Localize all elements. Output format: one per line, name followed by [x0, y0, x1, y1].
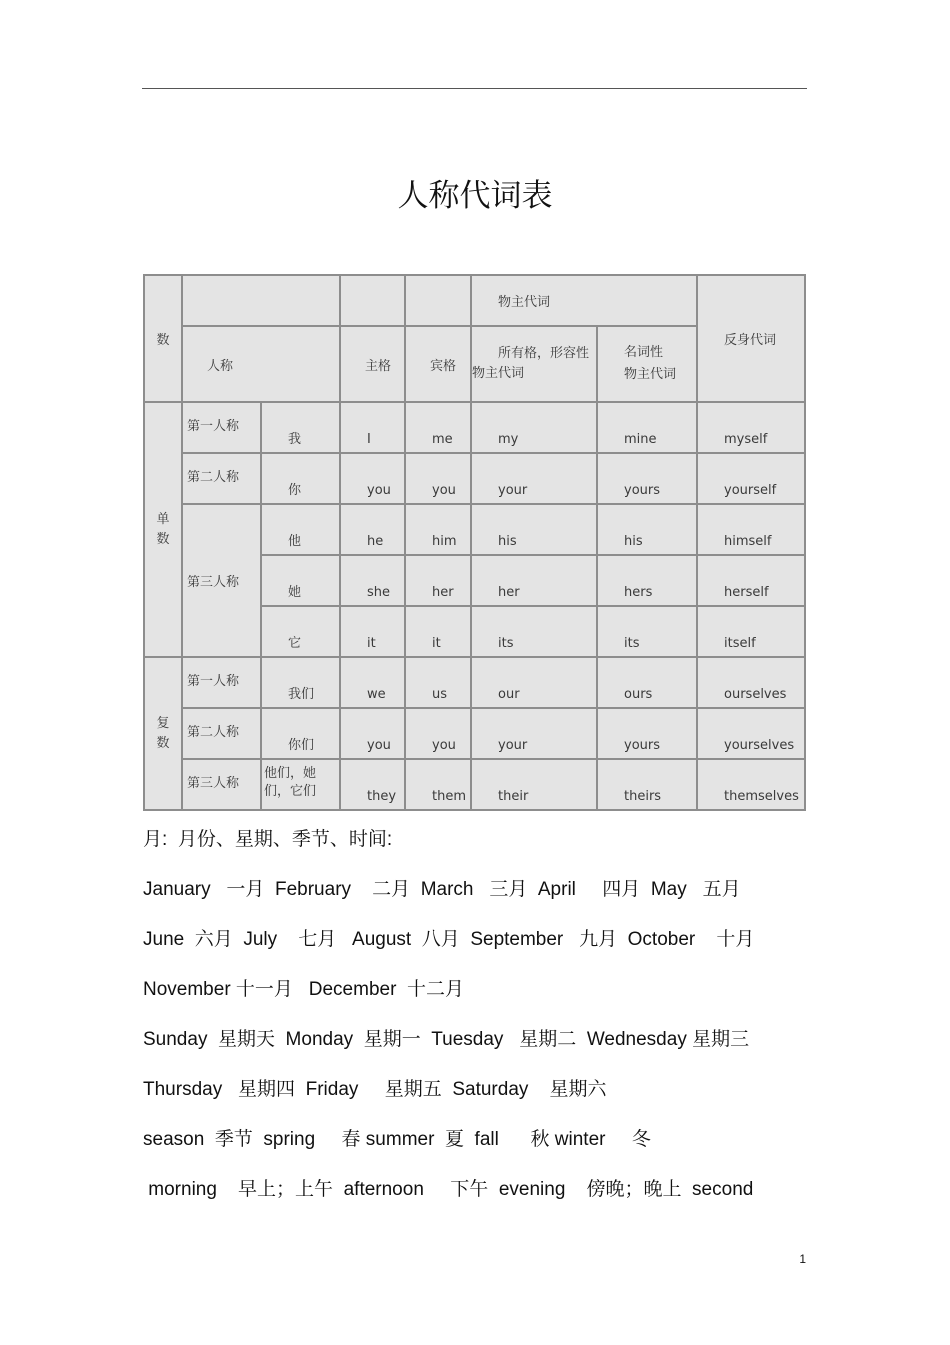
object-cell: him [405, 504, 471, 555]
reflexive-cell: ourselves [697, 657, 805, 708]
noun-possessive-cell: ours [597, 657, 697, 708]
pronoun-line: 们，它们 [264, 784, 317, 799]
singular-label [144, 402, 182, 657]
subject-cell: I [340, 402, 405, 453]
noun-possessive-cell: yours [597, 453, 697, 504]
reflexive-cell: itself [697, 606, 805, 657]
adj-possessive-cell: your [471, 453, 597, 504]
adj-possessive-cell: his [471, 504, 597, 555]
object-header: 宾格 [405, 326, 471, 402]
subject-cell: it [340, 606, 405, 657]
person-cell: 第一人称 [182, 657, 261, 708]
adj-possessive-cell: our [471, 657, 597, 708]
vocabulary-text [143, 826, 808, 1226]
pronoun-cell [261, 759, 340, 810]
pronoun-cell: 我们 [261, 657, 340, 708]
table-row [144, 453, 805, 504]
pronoun-cell: 她 [261, 555, 340, 606]
person-cell: 第二人称 [182, 453, 261, 504]
adj-possessive-header-line: 物主代词 [472, 366, 525, 381]
table-row [144, 657, 805, 708]
text-line: Sunday 星期天 Monday 星期一 Tuesday 星期二 Wednesday 星期三 [143, 1029, 750, 1050]
text-line: Thursday 星期四 Friday 星期五 Saturday 星期六 [143, 1079, 607, 1100]
text-line: season 季节 spring 春 summer 夏 fall 秋 winter 冬 [143, 1129, 651, 1150]
plural-label [144, 657, 182, 810]
reflexive-cell: myself [697, 402, 805, 453]
table-row [144, 759, 805, 810]
subject-cell: they [340, 759, 405, 810]
singular-char: 单 [156, 511, 170, 527]
person-cell: 第三人称 [182, 504, 261, 657]
noun-possessive-cell: hers [597, 555, 697, 606]
noun-possessive-header-line: 物主代词 [624, 367, 677, 382]
pronoun-table [143, 274, 806, 811]
subject-cell: he [340, 504, 405, 555]
reflexive-header: 反身代词 [697, 275, 805, 402]
text-line: 月: 月份、星期、季节、时间: [143, 829, 393, 850]
text-line: November 十一月 December 十二月 [143, 979, 464, 1000]
header-blank-cell [340, 275, 405, 326]
pronoun-cell: 你 [261, 453, 340, 504]
noun-possessive-header-line: 名词性 [624, 345, 664, 360]
table-row [144, 504, 805, 555]
pronoun-cell: 我 [261, 402, 340, 453]
noun-possessive-cell: yours [597, 708, 697, 759]
noun-possessive-cell: mine [597, 402, 697, 453]
pronoun-cell: 它 [261, 606, 340, 657]
header-rule [142, 88, 807, 89]
object-cell: it [405, 606, 471, 657]
reflexive-cell: yourself [697, 453, 805, 504]
noun-possessive-header [597, 326, 697, 402]
adj-possessive-header [471, 326, 597, 402]
object-cell: her [405, 555, 471, 606]
text-line: January 一月 February 二月 March 三月 April 四月 May 五月 [143, 879, 741, 900]
adj-possessive-cell: their [471, 759, 597, 810]
table-row [144, 708, 805, 759]
reflexive-cell: himself [697, 504, 805, 555]
page-number: 1 [799, 1252, 806, 1266]
singular-char: 数 [156, 531, 170, 547]
reflexive-cell: herself [697, 555, 805, 606]
subject-header: 主格 [340, 326, 405, 402]
adj-possessive-cell: her [471, 555, 597, 606]
object-cell: you [405, 453, 471, 504]
noun-possessive-cell: his [597, 504, 697, 555]
adj-possessive-header-line: 所有格，形容性 [498, 346, 590, 361]
noun-possessive-cell: theirs [597, 759, 697, 810]
plural-char: 复 [156, 715, 170, 731]
object-cell: us [405, 657, 471, 708]
table-row [144, 402, 805, 453]
adj-possessive-cell: my [471, 402, 597, 453]
noun-possessive-cell: its [597, 606, 697, 657]
person-cell: 第一人称 [182, 402, 261, 453]
person-cell: 第二人称 [182, 708, 261, 759]
plural-char: 数 [156, 735, 170, 751]
subject-cell: you [340, 453, 405, 504]
header-blank-cell [405, 275, 471, 326]
person-cell: 第三人称 [182, 759, 261, 810]
text-line: morning 早上；上午 afternoon 下午 evening 傍晚；晚上 second [143, 1179, 754, 1200]
subject-cell: we [340, 657, 405, 708]
pronoun-line: 他们，她 [264, 766, 317, 781]
reflexive-cell: themselves [697, 759, 805, 810]
subject-cell: she [340, 555, 405, 606]
number-header: 数 [144, 275, 182, 402]
text-line: June 六月 July 七月 August 八月 September 九月 October 十月 [143, 929, 755, 950]
possessive-group-header: 物主代词 [471, 275, 697, 326]
pronoun-cell: 他 [261, 504, 340, 555]
object-cell: them [405, 759, 471, 810]
object-cell: me [405, 402, 471, 453]
pronoun-cell: 你们 [261, 708, 340, 759]
reflexive-cell: yourselves [697, 708, 805, 759]
page-title: 人称代词表 [397, 178, 553, 214]
subject-cell: you [340, 708, 405, 759]
object-cell: you [405, 708, 471, 759]
header-blank-cell [182, 275, 340, 326]
person-header: 人称 [182, 326, 340, 402]
adj-possessive-cell: your [471, 708, 597, 759]
adj-possessive-cell: its [471, 606, 597, 657]
